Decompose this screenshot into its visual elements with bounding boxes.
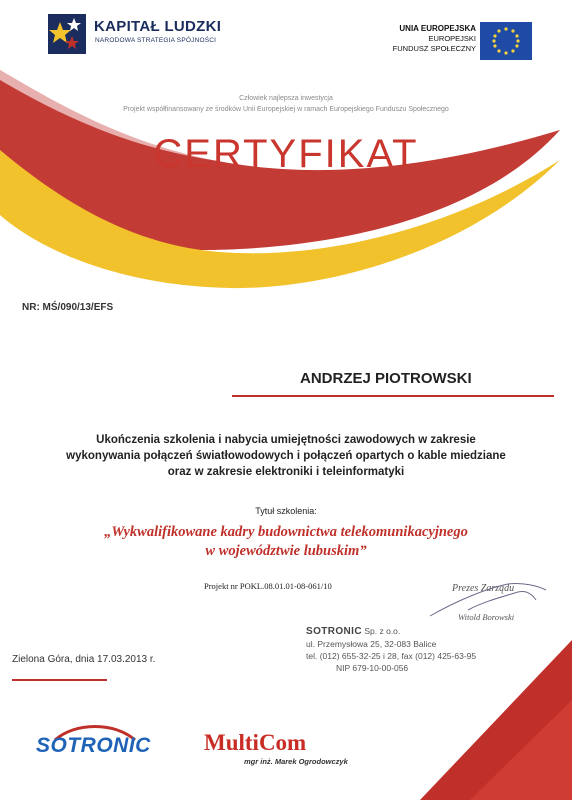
stamp-phone: tel. (012) 655-32-25 i 28, fax (012) 425-63-95 [306, 651, 477, 661]
signature-name: Witold Borowski [458, 612, 515, 622]
stamp-form: Sp. z o.o. [364, 626, 401, 636]
multicom-subtitle: mgr inż. Marek Ogrodowczyk [244, 757, 348, 766]
description-line2: wykonywania połączeń światłowodowych i połączeń opartych o kable miedziane [66, 450, 506, 462]
training-label: Tytuł szkolenia: [255, 506, 317, 516]
company-stamp [306, 625, 476, 674]
intro-line1: Człowiek najlepsza inwestycja [239, 95, 333, 102]
kapital-ludzki-subtitle: NARODOWA STRATEGIA SPÓJNOŚCI [95, 37, 217, 44]
sotronic-logo: SOTRONIC [36, 734, 151, 757]
recipient-name: ANDRZEJ PIOTROWSKI [300, 370, 472, 387]
certificate-description [0, 432, 572, 480]
name-underline [232, 395, 554, 397]
kapital-ludzki-title: KAPITAŁ LUDZKI [94, 18, 222, 35]
training-title [0, 523, 572, 561]
certificate-title: CERTYFIKAT [153, 132, 419, 176]
signature-role: Prezes Zarządu [452, 583, 515, 594]
eu-line1: UNIA EUROPEJSKA [399, 24, 476, 33]
description-line3: oraz w zakresie elektroniki i teleinformatyki [167, 466, 405, 478]
stamp-nip: NIP 679-10-00-056 [336, 663, 409, 673]
training-line2: w województwie lubuskim” [205, 543, 367, 559]
intro-line2: Projekt współfinansowany ze środków Unii Europejskiej w ramach Europejskiego Funduszu Społecznego [123, 106, 449, 113]
eu-text [393, 24, 476, 54]
place-date: Zielona Góra, dnia 17.03.2013 r. [12, 654, 156, 665]
multicom-logo: MultiCom [204, 730, 307, 755]
stamp-brand: SOTRONIC [306, 626, 362, 637]
eu-flag-icon [480, 22, 532, 60]
training-line1: „Wykwalifikowane kadry budownictwa telekomunikacyjnego [104, 524, 468, 540]
place-underline [12, 679, 107, 681]
eu-line2: EUROPEJSKI [428, 34, 476, 43]
eu-line3: FUNDUSZ SPOŁECZNY [392, 44, 476, 53]
kapital-ludzki-logo-icon [48, 14, 86, 54]
stamp-address: ul. Przemysłowa 25, 32-083 Balice [306, 639, 437, 649]
project-number: Projekt nr POKL.08.01.01-08-061/10 [204, 581, 332, 591]
certificate-number: NR: MŚ/090/13/EFS [22, 302, 114, 313]
description-line1: Ukończenia szkolenia i nabycia umiejętności zawodowych w zakresie [96, 434, 476, 446]
